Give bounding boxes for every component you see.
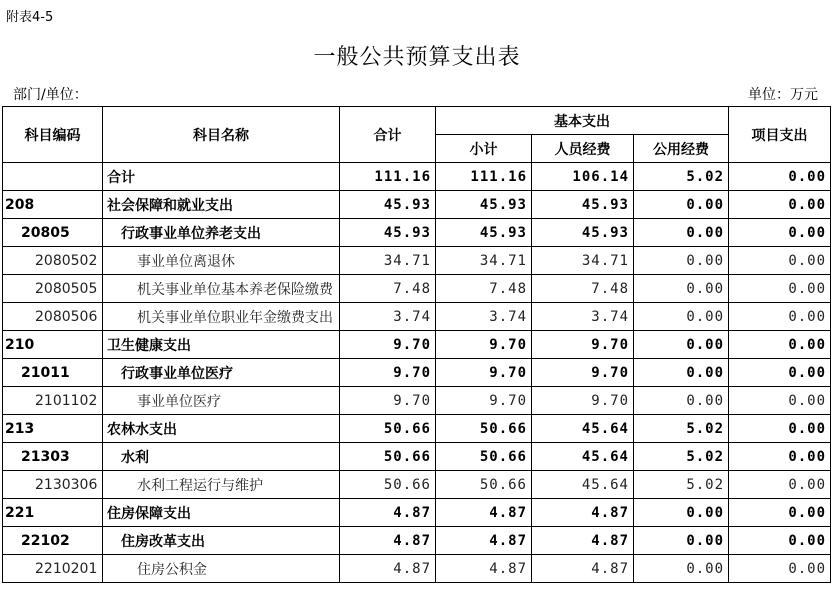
- cell-personnel[interactable]: 45.64: [532, 471, 634, 499]
- cell-personnel[interactable]: 9.70: [532, 331, 634, 359]
- cell-code[interactable]: 2101102: [3, 387, 103, 415]
- table-row: [3, 555, 831, 583]
- cell-total[interactable]: 7.48: [340, 275, 436, 303]
- cell-name[interactable]: 合计: [103, 163, 340, 191]
- cell-total[interactable]: 45.93: [340, 191, 436, 219]
- table-row: [3, 247, 831, 275]
- cell-project[interactable]: 0.00: [729, 499, 831, 527]
- cell-personnel[interactable]: 45.64: [532, 415, 634, 443]
- unit-label: 单位：万元: [748, 87, 818, 103]
- cell-total[interactable]: 9.70: [340, 331, 436, 359]
- cell-total[interactable]: 9.70: [340, 387, 436, 415]
- table-row: [3, 331, 831, 359]
- cell-code[interactable]: 2210201: [3, 555, 103, 583]
- header-total[interactable]: 合计: [340, 107, 436, 163]
- cell-name[interactable]: 机关事业单位职业年金缴费支出: [103, 303, 340, 331]
- cell-code[interactable]: 2080505: [3, 275, 103, 303]
- cell-code[interactable]: 221: [3, 499, 103, 527]
- cell-personnel[interactable]: 7.48: [532, 275, 634, 303]
- table-row: [3, 163, 831, 191]
- cell-public[interactable]: 0.00: [634, 359, 729, 387]
- cell-public[interactable]: 5.02: [634, 415, 729, 443]
- cell-name[interactable]: 水利: [103, 443, 340, 471]
- header-public[interactable]: 公用经费: [634, 135, 729, 163]
- table-row: [3, 303, 831, 331]
- cell-personnel[interactable]: 9.70: [532, 359, 634, 387]
- table-body: [3, 163, 831, 583]
- cell-personnel[interactable]: 9.70: [532, 387, 634, 415]
- cell-project[interactable]: 0.00: [729, 527, 831, 555]
- cell-subtotal[interactable]: 9.70: [436, 387, 532, 415]
- cell-total[interactable]: 4.87: [340, 527, 436, 555]
- cell-name[interactable]: 事业单位离退休: [103, 247, 340, 275]
- cell-project[interactable]: 0.00: [729, 247, 831, 275]
- cell-code[interactable]: 20805: [3, 219, 103, 247]
- cell-total[interactable]: 50.66: [340, 471, 436, 499]
- cell-project[interactable]: 0.00: [729, 471, 831, 499]
- cell-public[interactable]: 0.00: [634, 387, 729, 415]
- table-row: [3, 359, 831, 387]
- cell-project[interactable]: 0.00: [729, 331, 831, 359]
- header-subtotal[interactable]: 小计: [436, 135, 532, 163]
- cell-code[interactable]: 208: [3, 191, 103, 219]
- cell-project[interactable]: 0.00: [729, 275, 831, 303]
- table-row: [3, 415, 831, 443]
- cell-project[interactable]: 0.00: [729, 359, 831, 387]
- header-basic[interactable]: 基本支出: [436, 107, 729, 135]
- cell-personnel[interactable]: 4.87: [532, 555, 634, 583]
- cell-subtotal[interactable]: 4.87: [436, 555, 532, 583]
- header-personnel[interactable]: 人员经费: [532, 135, 634, 163]
- table-row: [3, 387, 831, 415]
- cell-public[interactable]: 0.00: [634, 555, 729, 583]
- cell-project[interactable]: 0.00: [729, 415, 831, 443]
- table-row: [3, 443, 831, 471]
- cell-subtotal[interactable]: 50.66: [436, 415, 532, 443]
- cell-code[interactable]: 210: [3, 331, 103, 359]
- header-project[interactable]: 项目支出: [729, 107, 831, 163]
- cell-code[interactable]: [3, 163, 103, 191]
- table-row: [3, 471, 831, 499]
- cell-total[interactable]: 50.66: [340, 443, 436, 471]
- cell-name[interactable]: 行政事业单位医疗: [103, 359, 340, 387]
- cell-public[interactable]: 0.00: [634, 191, 729, 219]
- cell-project[interactable]: 0.00: [729, 555, 831, 583]
- cell-code[interactable]: 22102: [3, 527, 103, 555]
- cell-total[interactable]: 50.66: [340, 415, 436, 443]
- cell-subtotal[interactable]: 4.87: [436, 499, 532, 527]
- cell-name[interactable]: 住房公积金: [103, 555, 340, 583]
- cell-personnel[interactable]: 4.87: [532, 499, 634, 527]
- budget-table: [2, 106, 831, 583]
- header-name[interactable]: 科目名称: [103, 107, 340, 163]
- cell-subtotal[interactable]: 111.16: [436, 163, 532, 191]
- header-code[interactable]: 科目编码: [3, 107, 103, 163]
- cell-subtotal[interactable]: 50.66: [436, 471, 532, 499]
- cell-project[interactable]: 0.00: [729, 443, 831, 471]
- cell-code[interactable]: 2130306: [3, 471, 103, 499]
- cell-project[interactable]: 0.00: [729, 163, 831, 191]
- table-row: [3, 527, 831, 555]
- cell-code[interactable]: 2080502: [3, 247, 103, 275]
- cell-total[interactable]: 3.74: [340, 303, 436, 331]
- cell-public[interactable]: 0.00: [634, 219, 729, 247]
- cell-project[interactable]: 0.00: [729, 387, 831, 415]
- cell-subtotal[interactable]: 7.48: [436, 275, 532, 303]
- cell-code[interactable]: 213: [3, 415, 103, 443]
- cell-personnel[interactable]: 3.74: [532, 303, 634, 331]
- cell-total[interactable]: 45.93: [340, 219, 436, 247]
- cell-subtotal[interactable]: 45.93: [436, 191, 532, 219]
- cell-subtotal[interactable]: 9.70: [436, 331, 532, 359]
- cell-public[interactable]: 0.00: [634, 247, 729, 275]
- cell-personnel[interactable]: 45.64: [532, 443, 634, 471]
- cell-total[interactable]: 4.87: [340, 555, 436, 583]
- cell-name[interactable]: 机关事业单位基本养老保险缴费: [103, 275, 340, 303]
- cell-name[interactable]: 事业单位医疗: [103, 387, 340, 415]
- cell-public[interactable]: 0.00: [634, 331, 729, 359]
- cell-subtotal[interactable]: 34.71: [436, 247, 532, 275]
- cell-name[interactable]: 社会保障和就业支出: [103, 191, 340, 219]
- cell-public[interactable]: 5.02: [634, 471, 729, 499]
- table-row: [3, 219, 831, 247]
- cell-code[interactable]: 21011: [3, 359, 103, 387]
- table-row: [3, 275, 831, 303]
- cell-total[interactable]: 4.87: [340, 499, 436, 527]
- cell-personnel[interactable]: 106.14: [532, 163, 634, 191]
- cell-total[interactable]: 34.71: [340, 247, 436, 275]
- cell-project[interactable]: 0.00: [729, 191, 831, 219]
- cell-subtotal[interactable]: 45.93: [436, 219, 532, 247]
- cell-name[interactable]: 住房保障支出: [103, 499, 340, 527]
- cell-code[interactable]: 21303: [3, 443, 103, 471]
- appendix-label: 附表4-5: [6, 10, 54, 25]
- cell-personnel[interactable]: 34.71: [532, 247, 634, 275]
- cell-public[interactable]: 0.00: [634, 303, 729, 331]
- cell-project[interactable]: 0.00: [729, 219, 831, 247]
- cell-personnel[interactable]: 45.93: [532, 219, 634, 247]
- cell-name[interactable]: 水利工程运行与维护: [103, 471, 340, 499]
- cell-total[interactable]: 9.70: [340, 359, 436, 387]
- cell-public[interactable]: 0.00: [634, 275, 729, 303]
- cell-subtotal[interactable]: 9.70: [436, 359, 532, 387]
- cell-subtotal[interactable]: 4.87: [436, 527, 532, 555]
- cell-subtotal[interactable]: 3.74: [436, 303, 532, 331]
- cell-public[interactable]: 0.00: [634, 527, 729, 555]
- cell-name[interactable]: 卫生健康支出: [103, 331, 340, 359]
- cell-name[interactable]: 住房改革支出: [103, 527, 340, 555]
- cell-name[interactable]: 行政事业单位养老支出: [103, 219, 340, 247]
- cell-code[interactable]: 2080506: [3, 303, 103, 331]
- cell-public[interactable]: 5.02: [634, 163, 729, 191]
- table-row: [3, 499, 831, 527]
- cell-public[interactable]: 0.00: [634, 499, 729, 527]
- cell-name[interactable]: 农林水支出: [103, 415, 340, 443]
- page-title: 一般公共预算支出表: [313, 45, 521, 70]
- cell-public[interactable]: 5.02: [634, 443, 729, 471]
- table-row: [3, 191, 831, 219]
- cell-project[interactable]: 0.00: [729, 303, 831, 331]
- cell-personnel[interactable]: 45.93: [532, 191, 634, 219]
- cell-total[interactable]: 111.16: [340, 163, 436, 191]
- cell-subtotal[interactable]: 50.66: [436, 443, 532, 471]
- cell-personnel[interactable]: 4.87: [532, 527, 634, 555]
- department-label: 部门/单位：: [13, 87, 88, 103]
